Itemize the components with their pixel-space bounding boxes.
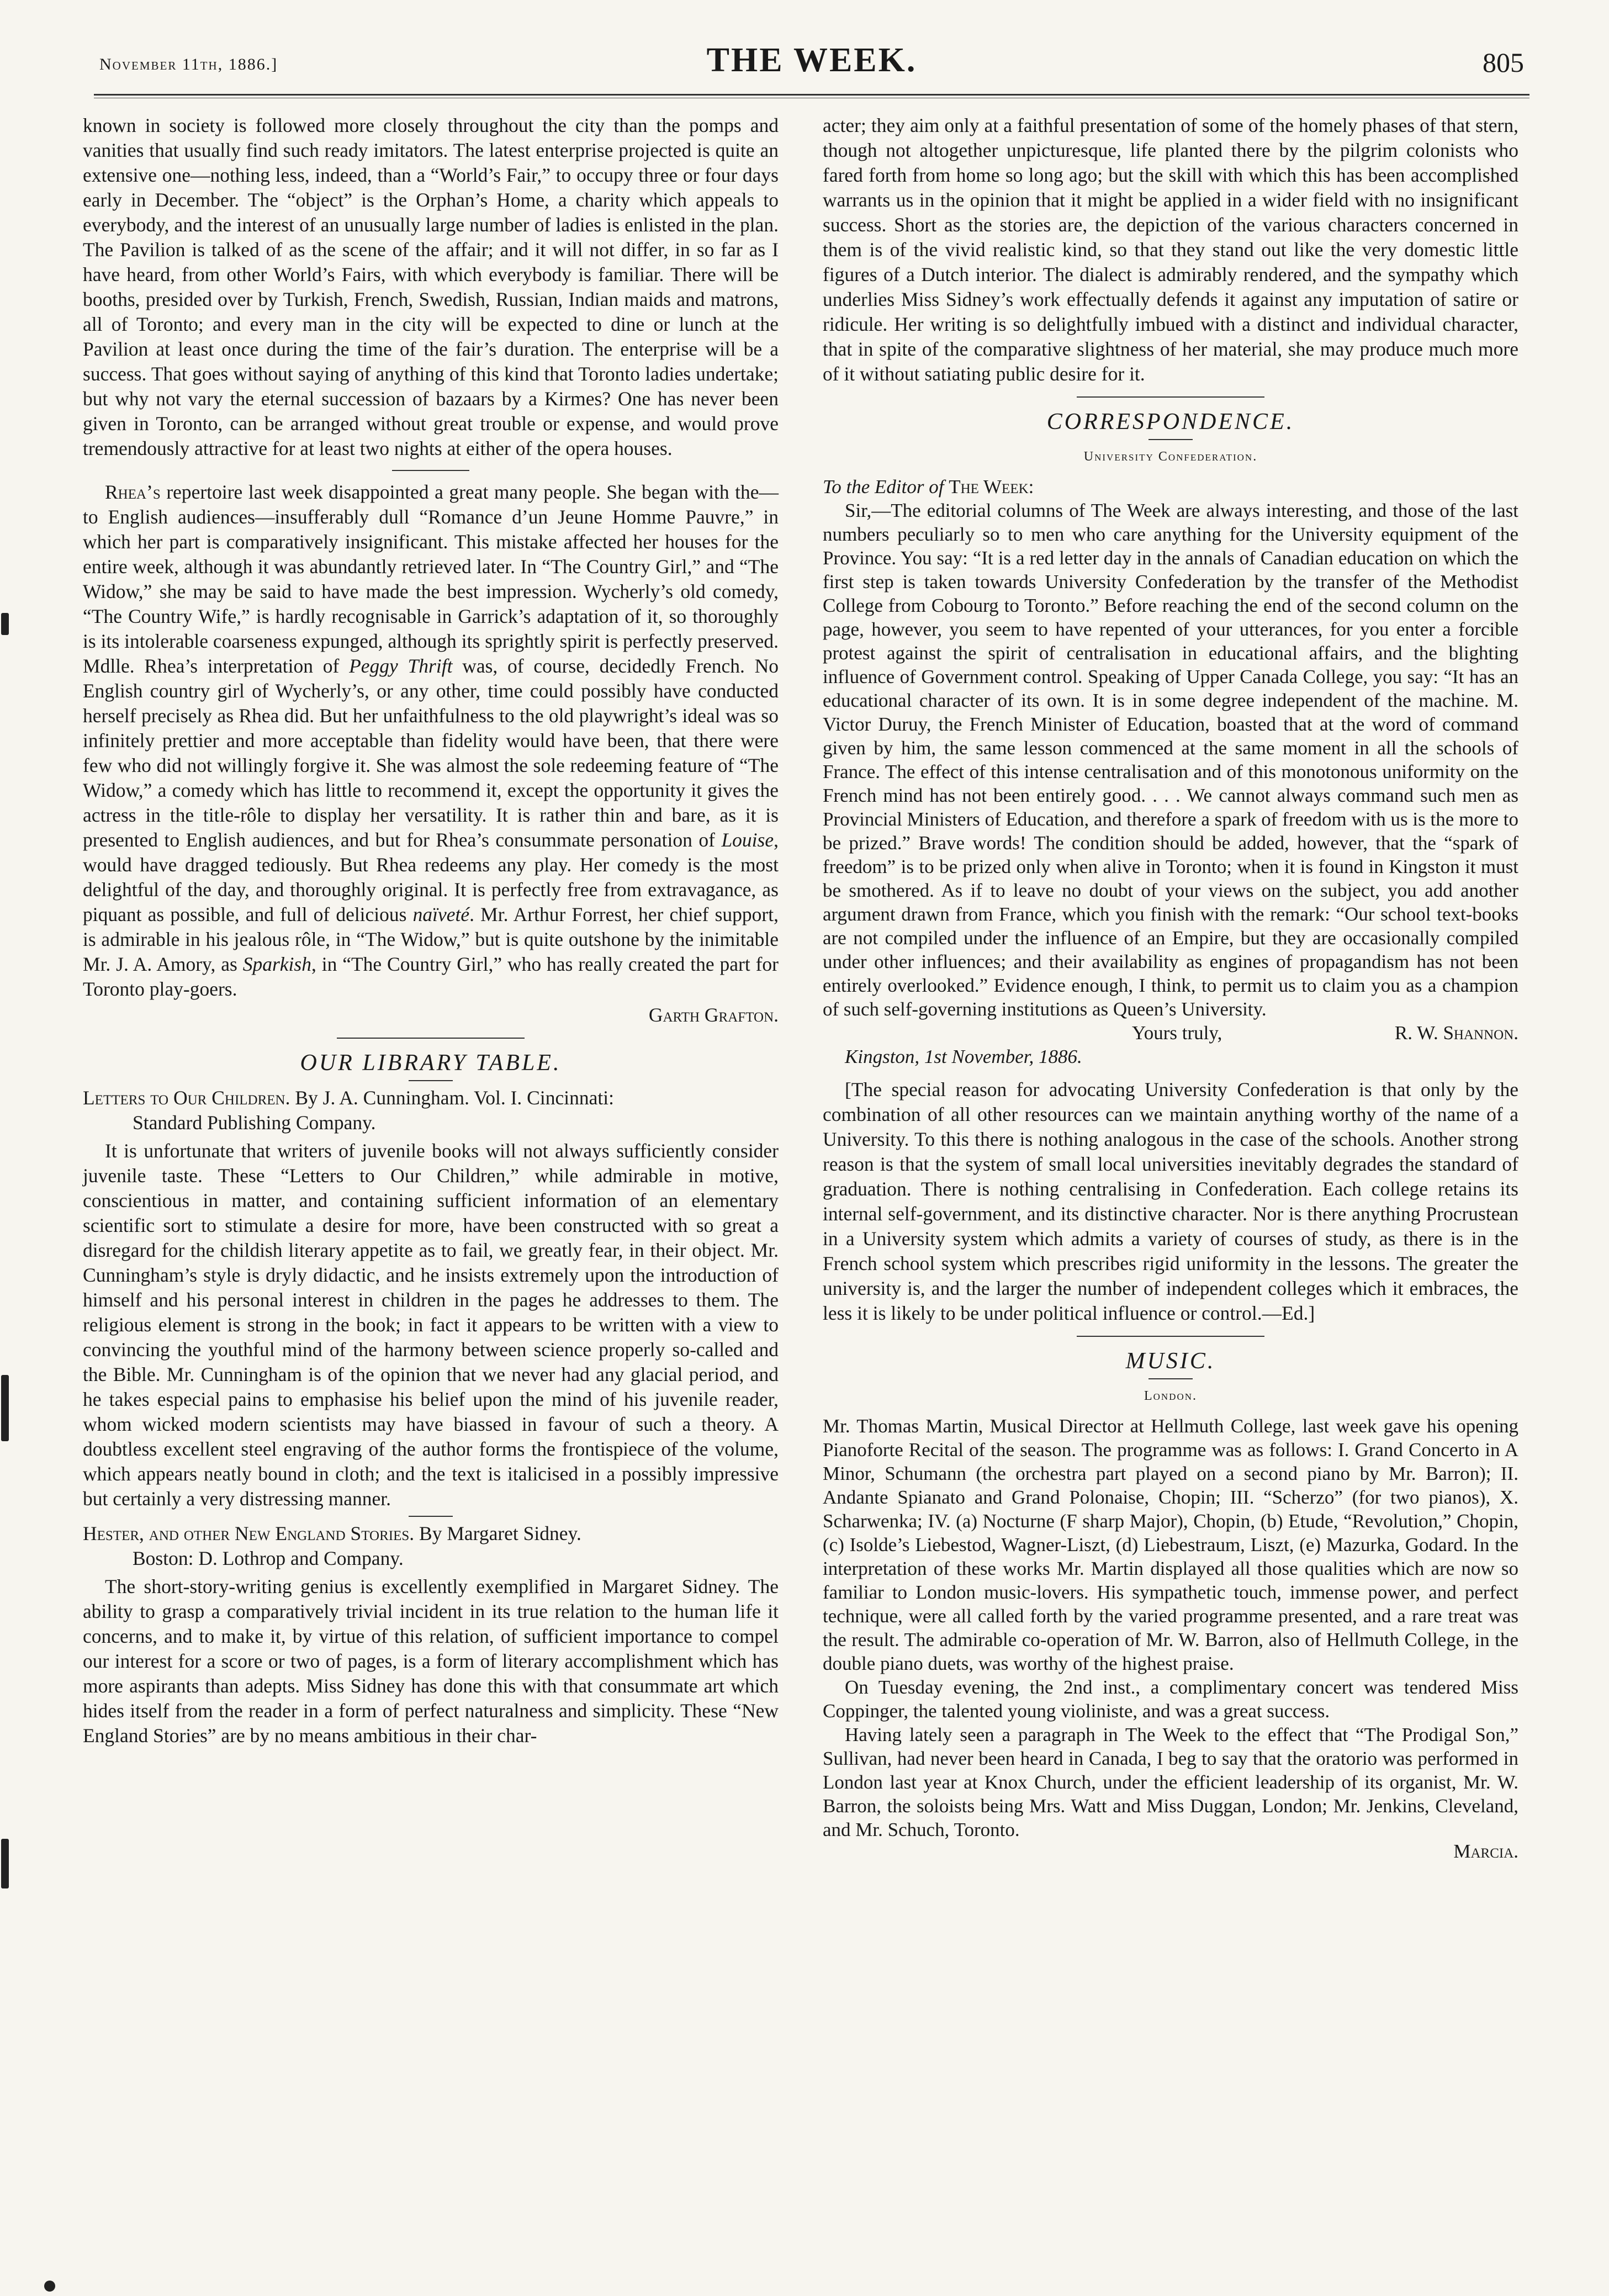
book1-review: It is unfortunate that writers of juvenile books will not always sufficiently consider juvenile taste. These “Letters to Our Children,” while admirable in motive, conscientious in matter, and containing sufficient information of an elementary scientific sort to stimulate a desire for more, have been constructed with so great a disregard for the childish literary appetite as to fail, we greatly fear, in their object. Mr. Cunningham’s style is dryly didactic, and he insists extremely upon the introduction of himself and his personal interest in children in the pages he addresses to them. The religious element is strong in the book; in fact it appears to be written with a view to convincing the youthful mind of the harmony between science properly so-called and the Bible. Mr. Cunningham is of the opinion that we never had any glacial period, and he takes especial pains to emphasise his belief upon the mind of his juvenile reader, whom wicked modern scientists may have biassed in favour of such a theory. A doubtless excellent steel engraving of the author forms the frontispiece of the volume, which appears neatly bound in cloth; and the text is italicised in a possibly impressive but certainly a very distressing manner. [83,1140,779,1510]
music-heading: MUSIC. [1125,1348,1216,1374]
margin-mark [44,2281,55,2292]
header-rule [94,94,1529,98]
margin-mark [1,613,9,635]
world-fair-paragraph: known in society is followed more closely throughout the city than the pomps and vanities that usually find such ready imitators. The latest enterprise projected is quite an extensive one—nothing less, indeed, than a “World’s Fair,” to occupy three or four days early in December. The “object” is the Orphan’s Home, a charity which appeals to everybody, and the interest of an unusually large number of ladies is enlisted in the plan. The Pavilion is talked of as the scene of the affair; and it will not differ, in so far as I have heard, from other World’s Fairs, with which everybody is familiar. There will be booths, presided over by Turkish, French, Swedish, Russian, Indian maids and matrons, all of Toronto; and every man in the city will be expected to dine or lunch at the Pavilion at least once during the time of the fair’s duration. The enterprise will be a success. That goes without saying of anything of this kind that Toronto ladies undertake; but why not vary the eternal succession of bazaars by a Kirmes? One has never been given in Toronto, can be arranged without great trouble or expense, and would prove tremendously attractive for at least two nights at either of the opera houses. [83,114,779,459]
music-signature: Marcia. [1453,1840,1518,1862]
page-number: 805 [1483,47,1524,78]
music-section [823,1414,1518,1863]
page-header [94,39,1529,99]
margin-mark [1,1839,9,1888]
music-subheading: London. [1144,1389,1198,1403]
author-signature: Garth Grafton. [648,1004,779,1026]
issue-date: November 11th, 1886.] [99,55,278,73]
divider-rule [392,470,469,471]
library-table-heading: OUR LIBRARY TABLE. [300,1050,562,1076]
masthead-title: THE WEEK. [706,41,917,79]
book2-review: The short-story-writing genius is excellently exemplified in Margaret Sidney. The ability to grasp a comparatively trivial incident in its true relation to the human life it concerns, and to make it, by virtue of this relation, of sufficient importance to compel our interest for a score or two of pages, is a form of literary accomplishment which has more aspirants than adepts. Miss Sidney has done this with that consummate art which hides itself from the reader in a form of perfect naturalness and simplicity. These “New England Stories” are by no means ambitious in their char- [83,1575,779,1747]
left-column [83,113,779,1752]
music-oratorio-paragraph: Having lately seen a paragraph in The Week to the effect that “The Prodigal Son,” Sullivan, had never been heard in Canada, I beg to say that the oratorio was performed in London last year at Knox Church, under the efficient leadership of its organist, Mr. W. Barron, the soloists being Mrs. Watt and Miss Duggan, London; Mr. Jenkins, Cleveland, and Mr. Schuch, Toronto. [823,1724,1518,1840]
letter-signature-line: Yours truly, R. W. Shannon. [1132,1022,1518,1044]
letter-to-editor [823,475,1518,1068]
correspondence-heading: CORRESPONDENCE. [1046,409,1295,435]
letter-place-date: Kingston, 1st November, 1886. [845,1046,1082,1067]
heading-rule [1148,1378,1193,1379]
salutation: To the Editor of The Week: [823,476,1034,498]
section-rule [1077,1336,1264,1337]
music-recital-paragraph: Mr. Thomas Martin, Musical Director at Hellmuth College, last week gave his opening Pianoforte Recital of the season. The programme was as follows: I. Grand Concerto in A Minor, Schumann (the orchestra part played on a second piano by Mr. Barron); II. Andante Spianato and Grand Polonaise, Chopin; III. “Scherzo” (for two pianos), X. Scharwenka; IV. (a) Nocturne (F sharp Major), Chopin, (b) Etude, “Revolution,” Chopin, (c) Isolde’s Liebestod, Wagner-Liszt, (d) Liebestraum, Liszt, (e) Mazurka, Godard. In the interpretation of these works Mr. Martin displayed all those qualities which are now so familiar to London music-lovers. His sympathetic touch, immense power, and perfect technique, were all called forth by the varied programme presented, and a rare treat was the result. The admirable co-operation of Mr. W. Barron, also of Hellmuth College, in the double piano duets, was worthy of the highest praise. [823,1415,1518,1674]
music-concert-paragraph: On Tuesday evening, the 2nd inst., a complimentary concert was tendered Miss Coppinger, the talented young violiniste, and was a great success. [823,1676,1518,1722]
heading-rule [1148,439,1193,440]
heading-rule [409,1080,453,1081]
correspondence-subheading: University Confederation. [1083,449,1258,464]
book1-heading: Letters to Our Children. By J. A. Cunningham. Vol. I. Cincinnati: Standard Publishing Company. [83,1087,614,1134]
editor-reply: [The special reason for advocating University Confederation is that only by the combination of all other resources can we maintain anything worthy of the name of a University. To this there is nothing analogous in the case of the schools. Another strong reason is that the system of small local universities inevitably degrades the standard of graduation. There is nothing centralising in Confederation. Each college retains its internal self-government, and its distinctive character. Nor is there anything Procrustean in a University system which admits a variety of courses of study, as there is in the French school system which prescribes rigid uniformity in the lessons. The greater the university is, and the larger the number of independent colleges which it embraces, the less it is likely to be under political influence or control.—Ed.] [823,1078,1518,1324]
right-column [823,113,1518,1863]
book2-heading: Hester, and other New England Stories. By Margaret Sidney. Boston: D. Lothrop and Company. [83,1522,581,1569]
rhea-lead: Rhea’s [105,481,161,503]
margin-mark [1,1375,9,1441]
letter-body: Sir,—The editorial columns of The Week are always interesting, and those of the last numbers peculiarly so to men who care anything for the University equipment of the Province. You say: “It is a red letter day in the annals of Canadian education on which the first step is taken towards University Confederation by the transfer of the Methodist College from Cobourg to Toronto.” Before reaching the end of the second column on the page, however, you seem to have repented of your utterances, for you enter a forcible protest against the spirit of centralisation in educational affairs, and the blighting influence of Government control. Speaking of Upper Canada College, you say: “It has an educational character of its own. It is in some degree independent of the machine. M. Victor Duruy, the French Minister of Education, boasted that at the word of command given by him, the same lesson commenced at the same moment in all the schools of France. The effect of this intense centralisation and of this monotonous uniformity on the French mind has not been entirely good. . . . We cannot always command such men as Provincial Ministers of Education, and therefore a spark of freedom with us is the more to be prized.” Brave words! The condition should be added, however, that the “spark of freedom” is to be prized only when alive in Toronto; when it is found in Kingston it must be smothered. As if to leave no doubt of your views on the subject, you add another argument drawn from France, which you finish with the remark: “Our school text-books are not compiled under the influence of an Empire, but they are occasionally compiled under other influences; and their availability as engines of propagandism has not been entirely overlooked.” Evidence enough, I think, to permit us to claim you as a champion of such self-governing institutions as Queen’s University. [823,500,1518,1020]
book2-review-continued: acter; they aim only at a faithful presentation of some of the homely phases of that stern, though not altogether unpicturesque, life planted there by the pilgrim colonists who fared forth from home so long ago; but the skill with which this has been accomplished warrants us in the opinion that it might be applied in a wider field with no insignificant success. Short as the stories are, the depiction of the various characters concerned in them is of the vivid realistic kind, so that they stand out like the very domestic little figures of a Dutch interior. The dialect is admirably rendered, and the sympathy which underlies Miss Sidney’s work effectually defends it against any imputation of satire or ridicule. Her writing is so delightfully imbued with a distinct and individual character, that in spite of the comparative slightness of her material, she may produce much more of it without satiating public desire for it. [823,114,1518,385]
rhea-paragraph: Rhea’s repertoire last week disappointed a great many people. She began with the—to English audiences—insufferably dull “Romance d’un Jeune Homme Pauvre,” in which her part is comparatively insignificant. This mistake affected her houses for the entire week, although it was abundantly retrieved later. In “The Country Girl,” and “The Widow,” she may be said to have made the best impression. Wycherly’s old comedy, “The Country Wife,” is hardly recognisable in Garrick’s adaptation of it, so thoroughly is its intolerable coarseness expunged, although its sprightly spirit is perfectly preserved. Mdlle. Rhea’s interpretation of Peggy Thrift was, of course, decidedly French. No English country girl of Wycherly’s, or any other, time could possibly have conducted herself precisely as Rhea did. But her unfaithfulness to the old playwright’s ideal was so infinitely prettier and more acceptable than fidelity would have been, that there were few who did not willingly forgive it. She was almost the sole redeeming feature of “The Widow,” a comedy which has little to recommend it, except the opportunity it gives the actress in the title-rôle to display her versatility. It is rather thin and bare, as it is presented to English audiences, and but for Rhea’s consummate personation of Louise, would have dragged tediously. But Rhea redeems any play. Her comedy is the most delightful of the day, and thoroughly original. It is perfectly free from extravagance, as piquant as possible, and full of delicious naïveté. Mr. Arthur Forrest, her chief support, is admirable in his jealous rôle, in “The Widow,” but is quite outshone by the inimitable Mr. J. A. Amory, as Sparkish, in “The Country Girl,” who has really created the part for Toronto play-goers. [83,481,779,1000]
section-rule [1077,396,1264,398]
section-rule [337,1038,525,1039]
book-rule [409,1516,453,1517]
